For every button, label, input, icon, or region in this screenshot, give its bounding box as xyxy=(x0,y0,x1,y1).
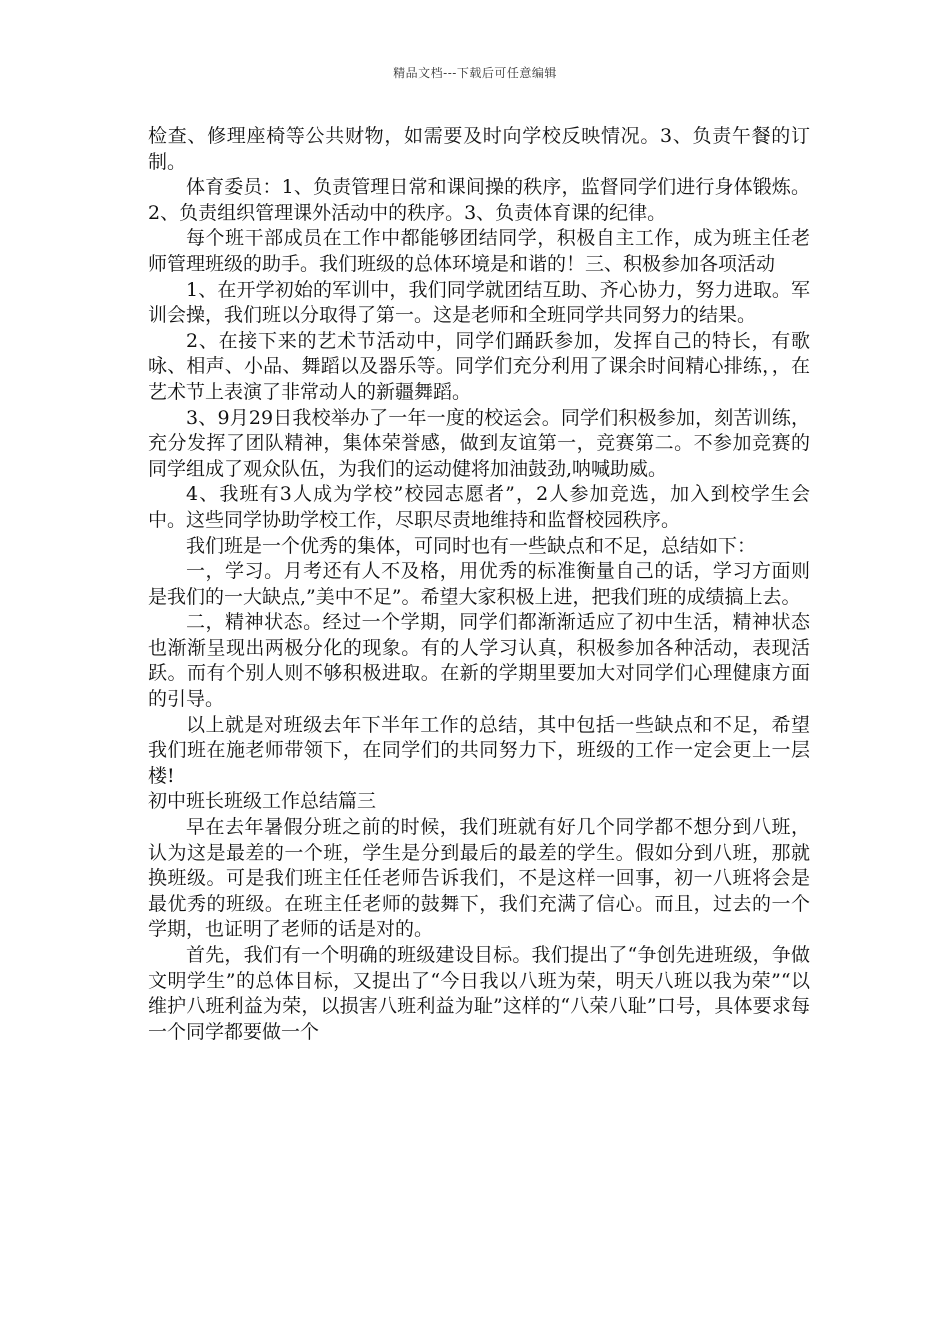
document-body xyxy=(148,124,810,1045)
paragraph: 首先，我们有一个明确的班级建设目标。我们提出了“争创先进班级，争做文明学生”的总体目标，又提出了“今日我以八班为荣，明天八班以我为荣”“以维护八班利益为荣，以损害八班利益为耻”这样的“八荣八耻”口号，具体要求每一个同学都要做一个 xyxy=(148,944,810,1043)
paragraph: 二，精神状态。经过一个学期，同学们都渐渐适应了初中生活，精神状态也渐渐呈现出两极分化的现象。有的人学习认真，积极参加各种活动，表现活跃。而有个别人则不够积极进取。在新的学期里要加大对同学们心理健康方面的引导。 xyxy=(148,611,810,711)
paragraph: 2、在接下来的艺术节活动中，同学们踊跃参加，发挥自己的特长，有歌咏、相声、小品、舞蹈以及器乐等。同学们充分利用了课余时间精心排练，，在艺术节上表演了非常动人的新疆舞蹈。 xyxy=(148,329,810,403)
paragraph: 一，学习。月考还有人不及格，用优秀的标准衡量自己的话，学习方面则是我们的一大缺点,”美中不足”。希望大家积极上进，把我们班的成绩搞上去。 xyxy=(148,560,810,608)
paragraph: 4、我班有3人成为学校”校园志愿者”，2人参加竞选，加入到校学生会中。这些同学协助学校工作，尽职尽责地维持和监督校园秩序。 xyxy=(148,483,810,531)
page-header: 精品文档---下载后可任意编辑 xyxy=(393,66,557,80)
paragraph: 检查、修理座椅等公共财物，如需要及时向学校反映情况。3、负责午餐的订制。 xyxy=(148,125,810,173)
paragraph: 我们班是一个优秀的集体，可同时也有一些缺点和不足，总结如下： xyxy=(186,534,757,557)
paragraph: 3、9月29日我校举办了一年一度的校运会。同学们积极参加，刻苦训练，充分发挥了团队精神，集体荣誉感，做到友谊第一，竞赛第二。不参加竞赛的同学组成了观众队伍，为我们的运动健将加油鼓劲,呐喊助威。 xyxy=(148,406,810,480)
paragraph: 1、在开学初始的军训中，我们同学就团结互助、齐心协力，努力进取。军训会操，我们班以分取得了第一。这是老师和全班同学共同努力的结果。 xyxy=(148,278,810,327)
section-heading: 初中班长班级工作总结篇三 xyxy=(148,790,377,813)
paragraph: 体育委员：1、负责管理日常和课间操的秩序，监督同学们进行身体锻炼。2、负责组织管理课外活动中的秩序。3、负责体育课的纪律。 xyxy=(148,176,810,224)
paragraph: 以上就是对班级去年下半年工作的总结，其中包括一些缺点和不足，希望我们班在施老师带领下，在同学们的共同努力下，班级的工作一定会更上一层楼! xyxy=(148,713,810,787)
paragraph: 早在去年暑假分班之前的时候，我们班就有好几个同学都不想分到八班，认为这是最差的一个班，学生是分到最后的最差的学生。假如分到八班，那就换班级。可是我们班主任任老师告诉我们，不是这样一回事，初一八班将会是最优秀的班级。在班主任老师的鼓舞下，我们充满了信心。而且，过去的一个学期，也证明了老师的话是对的。 xyxy=(148,816,810,941)
paragraph: 每个班干部成员在工作中都能够团结同学，积极自主工作，成为班主任老师管理班级的助手。我们班级的总体环境是和谐的！三、积极参加各项活动 xyxy=(148,227,810,275)
